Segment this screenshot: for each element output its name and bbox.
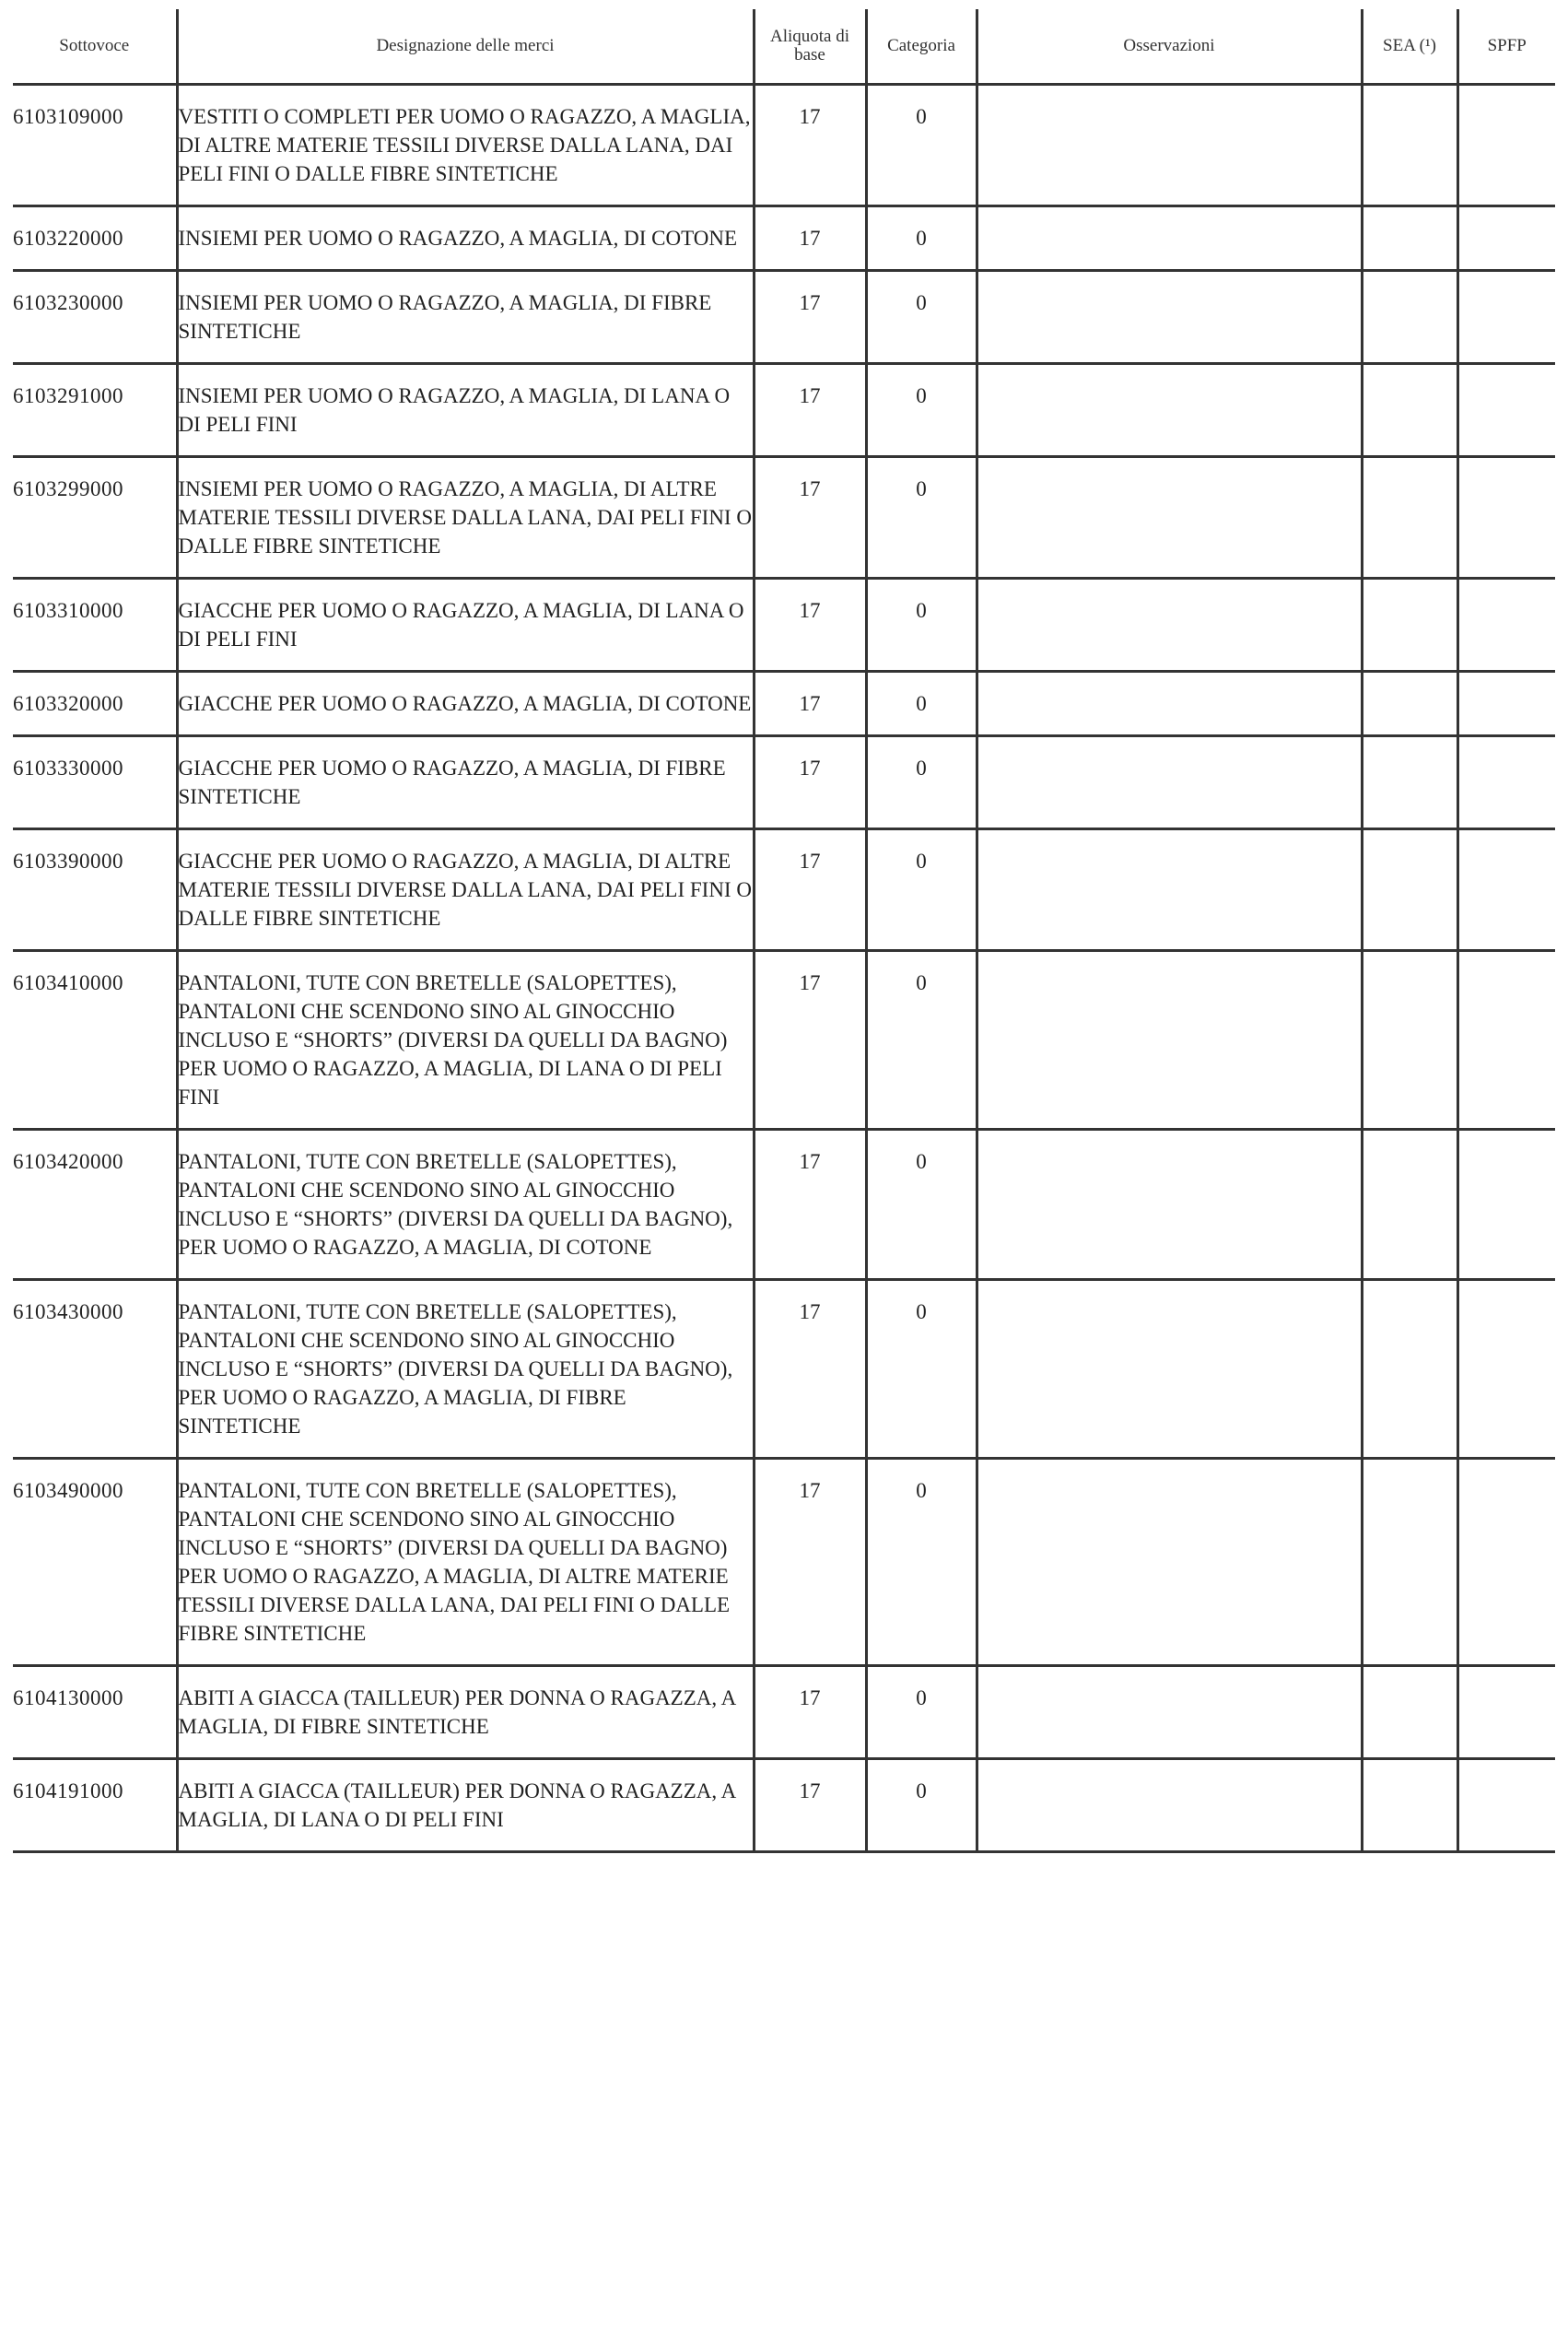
row-spfp xyxy=(1457,736,1555,829)
row-rate: 17 xyxy=(754,85,866,206)
row-code: 6104191000 xyxy=(13,1759,177,1852)
row-observations xyxy=(977,951,1362,1130)
row-description: PANTALONI, TUTE CON BRETELLE (SALOPETTES), PANTALONI CHE SCENDONO SINO AL GINOCCHIO INCLUSO E “SHORTS” (DIVERSI DA QUELLI DA BAGNO), PER UOMO O RAGAZZO, A MAGLIA, DI FIBRE SINTETICHE xyxy=(177,1280,754,1459)
row-sea xyxy=(1362,271,1457,364)
row-code: 6103291000 xyxy=(13,364,177,457)
table-row xyxy=(13,951,1555,1130)
row-spfp xyxy=(1457,1280,1555,1459)
row-description: GIACCHE PER UOMO O RAGAZZO, A MAGLIA, DI LANA O DI PELI FINI xyxy=(177,579,754,672)
row-category: 0 xyxy=(866,1666,977,1759)
table-row xyxy=(13,1130,1555,1280)
row-description: PANTALONI, TUTE CON BRETELLE (SALOPETTES), PANTALONI CHE SCENDONO SINO AL GINOCCHIO INCLUSO E “SHORTS” (DIVERSI DA QUELLI DA BAGNO), PER UOMO O RAGAZZO, A MAGLIA, DI COTONE xyxy=(177,1130,754,1280)
row-category: 0 xyxy=(866,1459,977,1666)
row-rate: 17 xyxy=(754,1280,866,1459)
row-category: 0 xyxy=(866,85,977,206)
row-rate: 17 xyxy=(754,206,866,271)
row-sea xyxy=(1362,206,1457,271)
table-row xyxy=(13,85,1555,206)
row-category: 0 xyxy=(866,579,977,672)
row-sea xyxy=(1362,672,1457,736)
row-observations xyxy=(977,829,1362,951)
row-sea xyxy=(1362,829,1457,951)
header-designazione: Designazione delle merci xyxy=(177,9,754,85)
row-sea xyxy=(1362,1130,1457,1280)
row-observations xyxy=(977,1459,1362,1666)
row-description: GIACCHE PER UOMO O RAGAZZO, A MAGLIA, DI ALTRE MATERIE TESSILI DIVERSE DALLA LANA, DAI PELI FINI O DALLE FIBRE SINTETICHE xyxy=(177,829,754,951)
table-row xyxy=(13,1459,1555,1666)
row-code: 6103410000 xyxy=(13,951,177,1130)
table-row xyxy=(13,736,1555,829)
row-rate: 17 xyxy=(754,829,866,951)
row-description: INSIEMI PER UOMO O RAGAZZO, A MAGLIA, DI COTONE xyxy=(177,206,754,271)
row-observations xyxy=(977,1130,1362,1280)
row-code: 6103330000 xyxy=(13,736,177,829)
row-description: INSIEMI PER UOMO O RAGAZZO, A MAGLIA, DI FIBRE SINTETICHE xyxy=(177,271,754,364)
table-row xyxy=(13,364,1555,457)
table-row xyxy=(13,457,1555,579)
row-description: PANTALONI, TUTE CON BRETELLE (SALOPETTES), PANTALONI CHE SCENDONO SINO AL GINOCCHIO INCLUSO E “SHORTS” (DIVERSI DA QUELLI DA BAGNO) PER UOMO O RAGAZZO, A MAGLIA, DI ALTRE MATERIE TESSILI DIVERSE DALLA LANA, DAI PELI FINI O DALLE FIBRE SINTETICHE xyxy=(177,1459,754,1666)
row-rate: 17 xyxy=(754,579,866,672)
row-description: ABITI A GIACCA (TAILLEUR) PER DONNA O RAGAZZA, A MAGLIA, DI LANA O DI PELI FINI xyxy=(177,1759,754,1852)
table-row xyxy=(13,1280,1555,1459)
row-rate: 17 xyxy=(754,1666,866,1759)
row-rate: 17 xyxy=(754,951,866,1130)
row-code: 6104130000 xyxy=(13,1666,177,1759)
table-row xyxy=(13,579,1555,672)
row-code: 6103430000 xyxy=(13,1280,177,1459)
row-description: INSIEMI PER UOMO O RAGAZZO, A MAGLIA, DI ALTRE MATERIE TESSILI DIVERSE DALLA LANA, DAI PELI FINI O DALLE FIBRE SINTETICHE xyxy=(177,457,754,579)
header-sottovoce: Sottovoce xyxy=(13,9,177,85)
row-spfp xyxy=(1457,1759,1555,1852)
row-spfp xyxy=(1457,1459,1555,1666)
row-rate: 17 xyxy=(754,457,866,579)
row-observations xyxy=(977,206,1362,271)
table-row xyxy=(13,829,1555,951)
row-category: 0 xyxy=(866,364,977,457)
row-rate: 17 xyxy=(754,1459,866,1666)
row-rate: 17 xyxy=(754,364,866,457)
row-spfp xyxy=(1457,457,1555,579)
row-category: 0 xyxy=(866,206,977,271)
row-spfp xyxy=(1457,85,1555,206)
row-description: ABITI A GIACCA (TAILLEUR) PER DONNA O RAGAZZA, A MAGLIA, DI FIBRE SINTETICHE xyxy=(177,1666,754,1759)
row-code: 6103220000 xyxy=(13,206,177,271)
row-sea xyxy=(1362,457,1457,579)
header-aliquota: Aliquota di base xyxy=(754,9,866,85)
row-code: 6103109000 xyxy=(13,85,177,206)
row-rate: 17 xyxy=(754,1130,866,1280)
row-sea xyxy=(1362,85,1457,206)
row-spfp xyxy=(1457,579,1555,672)
row-spfp xyxy=(1457,364,1555,457)
row-rate: 17 xyxy=(754,271,866,364)
header-categoria: Categoria xyxy=(866,9,977,85)
header-spfp: SPFP xyxy=(1457,9,1555,85)
row-description: GIACCHE PER UOMO O RAGAZZO, A MAGLIA, DI FIBRE SINTETICHE xyxy=(177,736,754,829)
row-observations xyxy=(977,271,1362,364)
row-code: 6103299000 xyxy=(13,457,177,579)
row-spfp xyxy=(1457,829,1555,951)
row-observations xyxy=(977,1280,1362,1459)
row-category: 0 xyxy=(866,1280,977,1459)
table-row xyxy=(13,206,1555,271)
row-observations xyxy=(977,85,1362,206)
row-sea xyxy=(1362,1759,1457,1852)
table-row xyxy=(13,271,1555,364)
row-category: 0 xyxy=(866,736,977,829)
row-code: 6103230000 xyxy=(13,271,177,364)
row-observations xyxy=(977,457,1362,579)
row-sea xyxy=(1362,1666,1457,1759)
row-category: 0 xyxy=(866,457,977,579)
header-osservazioni: Osservazioni xyxy=(977,9,1362,85)
row-sea xyxy=(1362,1280,1457,1459)
row-rate: 17 xyxy=(754,736,866,829)
row-code: 6103310000 xyxy=(13,579,177,672)
row-category: 0 xyxy=(866,1130,977,1280)
row-category: 0 xyxy=(866,1759,977,1852)
row-observations xyxy=(977,1666,1362,1759)
row-category: 0 xyxy=(866,672,977,736)
row-rate: 17 xyxy=(754,672,866,736)
row-code: 6103390000 xyxy=(13,829,177,951)
row-category: 0 xyxy=(866,271,977,364)
row-spfp xyxy=(1457,1130,1555,1280)
row-description: VESTITI O COMPLETI PER UOMO O RAGAZZO, A MAGLIA, DI ALTRE MATERIE TESSILI DIVERSE DALLA LANA, DAI PELI FINI O DALLE FIBRE SINTETICHE xyxy=(177,85,754,206)
row-category: 0 xyxy=(866,951,977,1130)
row-observations xyxy=(977,1759,1362,1852)
row-spfp xyxy=(1457,672,1555,736)
row-sea xyxy=(1362,1459,1457,1666)
row-sea xyxy=(1362,364,1457,457)
row-observations xyxy=(977,364,1362,457)
row-spfp xyxy=(1457,1666,1555,1759)
header-sea: SEA (¹) xyxy=(1362,9,1457,85)
row-sea xyxy=(1362,579,1457,672)
row-observations xyxy=(977,579,1362,672)
row-code: 6103490000 xyxy=(13,1459,177,1666)
row-sea xyxy=(1362,736,1457,829)
row-rate: 17 xyxy=(754,1759,866,1852)
table-row xyxy=(13,1759,1555,1852)
table-row xyxy=(13,1666,1555,1759)
row-description: GIACCHE PER UOMO O RAGAZZO, A MAGLIA, DI COTONE xyxy=(177,672,754,736)
row-observations xyxy=(977,736,1362,829)
row-description: INSIEMI PER UOMO O RAGAZZO, A MAGLIA, DI LANA O DI PELI FINI xyxy=(177,364,754,457)
row-observations xyxy=(977,672,1362,736)
row-spfp xyxy=(1457,206,1555,271)
row-spfp xyxy=(1457,951,1555,1130)
row-description: PANTALONI, TUTE CON BRETELLE (SALOPETTES), PANTALONI CHE SCENDONO SINO AL GINOCCHIO INCLUSO E “SHORTS” (DIVERSI DA QUELLI DA BAGNO) PER UOMO O RAGAZZO, A MAGLIA, DI LANA O DI PELI FINI xyxy=(177,951,754,1130)
table-row xyxy=(13,672,1555,736)
row-category: 0 xyxy=(866,829,977,951)
header-row xyxy=(13,9,1555,85)
row-code: 6103420000 xyxy=(13,1130,177,1280)
row-spfp xyxy=(1457,271,1555,364)
row-code: 6103320000 xyxy=(13,672,177,736)
row-sea xyxy=(1362,951,1457,1130)
tariff-table xyxy=(13,9,1555,1853)
